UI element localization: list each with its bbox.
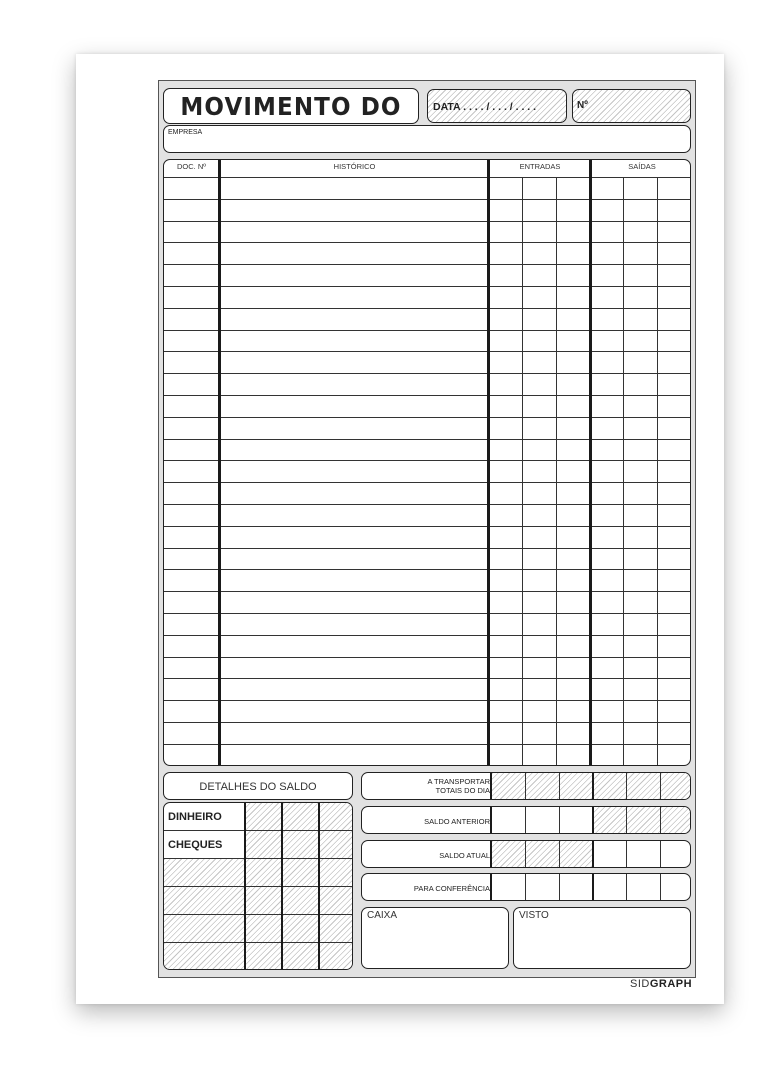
column-divider <box>626 874 627 900</box>
cashier-signature-box[interactable] <box>361 907 509 969</box>
column-divider <box>556 177 557 765</box>
ledger-table <box>163 159 691 766</box>
column-divider <box>218 160 221 765</box>
table-row-line <box>164 635 690 636</box>
column-divider <box>522 177 523 765</box>
column-divider <box>244 803 246 969</box>
brand-logo <box>630 978 692 990</box>
table-row-line <box>164 526 690 527</box>
cheques-label: CHEQUES <box>168 839 223 851</box>
column-header-exits: SAÍDAS <box>628 162 656 171</box>
current-balance-label: SALDO ATUAL <box>439 851 490 860</box>
row-divider <box>164 914 352 915</box>
table-row-line <box>164 439 690 440</box>
column-divider <box>592 841 594 867</box>
column-divider <box>626 807 627 833</box>
brand-part-1: SID <box>630 978 650 990</box>
column-divider <box>657 177 658 765</box>
hatched-area <box>492 841 592 867</box>
table-row-line <box>164 744 690 745</box>
column-divider <box>660 773 661 799</box>
balance-details-header <box>163 772 353 800</box>
table-row-line <box>164 395 690 396</box>
balance-details-grid[interactable] <box>163 802 353 970</box>
table-row-line <box>164 722 690 723</box>
previous-balance-label: SALDO ANTERIOR <box>424 817 490 826</box>
table-row-line <box>164 264 690 265</box>
balance-details-title: DETALHES DO SALDO <box>199 781 317 793</box>
column-divider <box>559 807 560 833</box>
table-row-line <box>164 678 690 679</box>
column-divider <box>490 874 492 900</box>
column-divider <box>626 773 627 799</box>
column-divider <box>525 874 526 900</box>
column-divider <box>623 177 624 765</box>
column-divider <box>660 874 661 900</box>
column-divider <box>559 841 560 867</box>
cash-movement-form <box>158 80 696 978</box>
table-row-line <box>164 199 690 200</box>
number-label: Nº <box>577 100 588 111</box>
table-row-line <box>164 613 690 614</box>
current-balance-box[interactable] <box>361 840 691 868</box>
column-divider <box>281 803 283 969</box>
carry-over-label-1: A TRANSPORTAR <box>427 777 490 786</box>
column-divider <box>490 807 492 833</box>
table-row-line <box>164 373 690 374</box>
column-divider <box>490 841 492 867</box>
table-row-line <box>164 242 690 243</box>
column-divider <box>318 803 320 969</box>
table-row-line <box>164 417 690 418</box>
company-field[interactable] <box>163 125 691 153</box>
hatched-area <box>244 803 352 859</box>
column-divider <box>592 807 594 833</box>
company-label: EMPRESA <box>168 129 203 136</box>
conference-box[interactable] <box>361 873 691 901</box>
column-divider <box>559 874 560 900</box>
table-row-line <box>164 330 690 331</box>
approval-signature-box[interactable] <box>513 907 691 969</box>
column-divider <box>660 807 661 833</box>
table-row-line <box>164 460 690 461</box>
table-row-line <box>164 591 690 592</box>
column-divider <box>660 841 661 867</box>
table-row-line <box>164 177 690 178</box>
hatched-area <box>593 807 690 833</box>
table-row-line <box>164 286 690 287</box>
table-row-line <box>164 504 690 505</box>
column-divider <box>487 160 490 765</box>
row-divider <box>164 886 352 887</box>
table-row-line <box>164 221 690 222</box>
table-row-line <box>164 482 690 483</box>
column-divider <box>525 807 526 833</box>
column-divider <box>525 841 526 867</box>
form-title: MOVIMENTO DO <box>180 92 402 121</box>
number-box[interactable] <box>572 89 691 123</box>
column-header-history: HISTÓRICO <box>333 162 376 171</box>
column-header-doc: DOC. Nº <box>177 162 206 171</box>
date-box[interactable] <box>427 89 567 123</box>
date-label: DATA . . . . / . . . / . . . . <box>433 101 537 113</box>
column-header-entries: ENTRADAS <box>519 162 561 171</box>
table-row-line <box>164 700 690 701</box>
table-row-line <box>164 351 690 352</box>
table-row-line <box>164 308 690 309</box>
table-row-line <box>164 548 690 549</box>
column-divider <box>589 160 592 765</box>
column-divider <box>490 773 492 799</box>
form-title-box <box>163 88 419 124</box>
row-divider <box>164 830 352 831</box>
column-divider <box>592 773 594 799</box>
column-divider <box>559 773 560 799</box>
carry-over-label-2: TOTAIS DO DIA <box>435 786 490 795</box>
row-divider <box>164 942 352 943</box>
column-divider <box>592 874 594 900</box>
table-row-line <box>164 657 690 658</box>
cash-label: DINHEIRO <box>168 811 222 823</box>
approval-label: VISTO <box>519 910 549 921</box>
column-divider <box>525 773 526 799</box>
conference-label: PARA CONFERÊNCIA <box>413 884 490 893</box>
cashier-label: CAIXA <box>367 910 398 921</box>
brand-part-2: GRAPH <box>649 978 693 990</box>
column-divider <box>626 841 627 867</box>
table-row-line <box>164 569 690 570</box>
previous-balance-box[interactable] <box>361 806 691 834</box>
carry-over-box[interactable] <box>361 772 691 800</box>
row-divider <box>164 858 352 859</box>
